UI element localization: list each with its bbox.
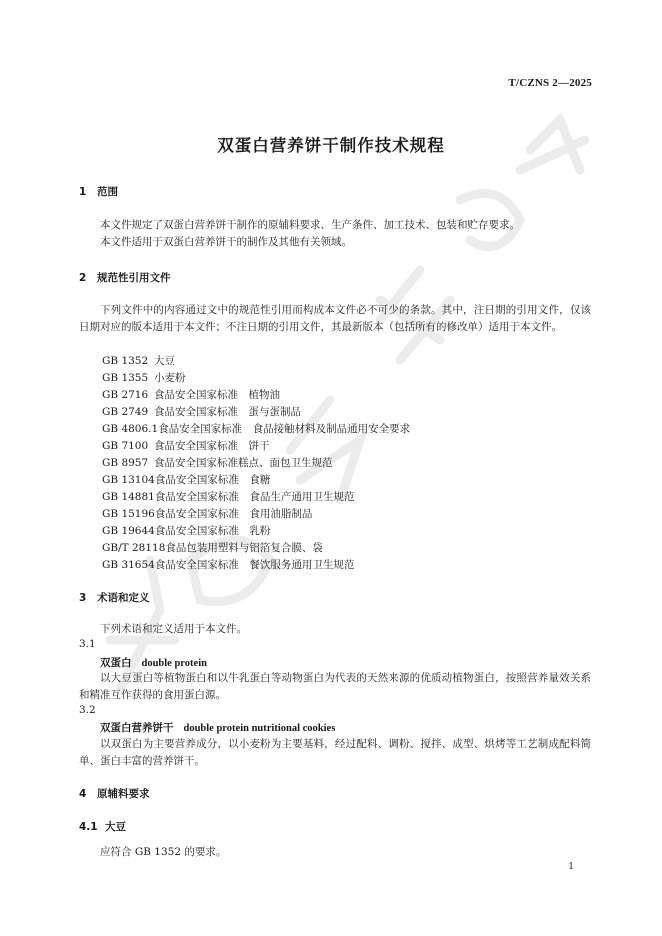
reference-item bbox=[102, 557, 354, 572]
section-heading bbox=[79, 184, 118, 199]
reference-code: GB 4806.1 bbox=[102, 423, 159, 435]
reference-item bbox=[102, 506, 312, 521]
reference-name: 食品安全国家标准 蛋与蛋制品 bbox=[154, 406, 301, 418]
term-title bbox=[100, 720, 335, 735]
reference-code: GB 1355 bbox=[102, 372, 149, 384]
reference-code: GB 2749 bbox=[102, 406, 149, 418]
paragraph: 本文件适用于双蛋白营养饼干的制作及其他有关领域。 bbox=[100, 236, 352, 248]
subsection-heading bbox=[79, 819, 126, 834]
reference-item bbox=[102, 404, 301, 419]
term-title bbox=[100, 655, 207, 670]
reference-code: GB 15196 bbox=[102, 508, 155, 520]
reference-code: GB 14881 bbox=[102, 491, 155, 503]
term-number: 3.1 bbox=[79, 638, 96, 650]
reference-code: GB/T 28118 bbox=[102, 542, 166, 554]
reference-name: 食品安全国家标准 植物油 bbox=[154, 389, 280, 401]
reference-item bbox=[102, 455, 333, 470]
standard-code: T/CZNS 2—2025 bbox=[508, 77, 592, 89]
section-heading bbox=[79, 270, 171, 285]
section-heading bbox=[79, 786, 150, 801]
reference-name: 食品安全国家标准 食糖 bbox=[154, 474, 271, 486]
reference-code: GB 13104 bbox=[102, 474, 155, 486]
document-title: 双蛋白营养饼干制作技术规程 bbox=[217, 136, 445, 155]
term-en: double protein nutritional cookies bbox=[183, 723, 336, 734]
reference-name: 小麦粉 bbox=[154, 372, 186, 384]
reference-code: GB 8957 bbox=[102, 457, 149, 469]
reference-name: 食品安全国家标准 食用油脂制品 bbox=[154, 508, 313, 520]
reference-name: 大豆 bbox=[154, 355, 175, 367]
paragraph: 下列文件中的内容通过文中的规范性引用而构成本文件必不可少的条款。其中，注日期的引用文件，仅该日期对应的版本适用于本文件；不注日期的引用文件，其最新版本（包括所有的修改单）适用于本文件。 bbox=[79, 304, 591, 333]
reference-item bbox=[102, 489, 354, 504]
reference-name: 食品安全国家标准 乳粉 bbox=[154, 525, 271, 537]
reference-item bbox=[102, 353, 175, 368]
reference-item bbox=[102, 387, 280, 402]
reference-item bbox=[102, 370, 186, 385]
reference-item bbox=[102, 540, 323, 555]
reference-code: GB 2716 bbox=[102, 389, 149, 401]
reference-code: GB 31654 bbox=[102, 559, 155, 571]
reference-name: 食品安全国家标准 食品生产通用卫生规范 bbox=[154, 491, 355, 503]
term-zh: 双蛋白 bbox=[100, 657, 132, 669]
paragraph: 应符合 GB 1352 的要求。 bbox=[100, 846, 227, 858]
reference-item bbox=[102, 472, 270, 487]
section-title: 规范性引用文件 bbox=[97, 272, 171, 284]
section-number: 3 bbox=[79, 592, 87, 604]
reference-name: 食品安全国家标准糕点、面包卫生规范 bbox=[154, 457, 333, 469]
reference-name: 食品安全国家标准 餐饮服务通用卫生规范 bbox=[154, 559, 355, 571]
section-number: 4 bbox=[79, 788, 87, 800]
reference-name: 食品安全国家标准 饼干 bbox=[154, 440, 270, 452]
reference-code: GB 1352 bbox=[102, 355, 149, 367]
reference-name: 食品包装用塑料与铝箔复合膜、袋 bbox=[165, 542, 323, 554]
subsection-title: 大豆 bbox=[105, 821, 126, 833]
reference-item bbox=[102, 421, 410, 436]
term-en: double protein bbox=[141, 658, 207, 669]
section-number: 1 bbox=[79, 186, 87, 198]
term-definition: 以双蛋白为主要营养成分，以小麦粉为主要基料，经过配料、调粉、搅拌、成型、烘烤等工艺制成配料简单、蛋白丰富的营养饼干。 bbox=[79, 738, 591, 767]
reference-item bbox=[102, 438, 270, 453]
page-number: 1 bbox=[568, 862, 574, 872]
term-definition: 以大豆蛋白等植物蛋白和以牛乳蛋白等动物蛋白为代表的天然来源的优质动植物蛋白，按照营养量效关系和精准互作获得的食用蛋白源。 bbox=[79, 672, 591, 701]
term-number: 3.2 bbox=[79, 704, 96, 716]
section-heading bbox=[79, 590, 150, 605]
reference-code: GB 19644 bbox=[102, 525, 155, 537]
section-title: 术语和定义 bbox=[97, 592, 150, 604]
term-zh: 双蛋白营养饼干 bbox=[100, 722, 174, 734]
paragraph: 下列术语和定义适用于本文件。 bbox=[100, 623, 247, 635]
reference-item bbox=[102, 523, 270, 538]
section-title: 范围 bbox=[97, 186, 118, 198]
subsection-number: 4.1 bbox=[79, 821, 98, 833]
reference-code: GB 7100 bbox=[102, 440, 149, 452]
section-number: 2 bbox=[79, 272, 87, 284]
section-title: 原辅料要求 bbox=[97, 788, 150, 800]
paragraph: 本文件规定了双蛋白营养饼干制作的原辅料要求、生产条件、加工技术、包装和贮存要求。 bbox=[100, 219, 520, 231]
reference-name: 食品安全国家标准 食品接触材料及制品通用安全要求 bbox=[158, 423, 411, 435]
